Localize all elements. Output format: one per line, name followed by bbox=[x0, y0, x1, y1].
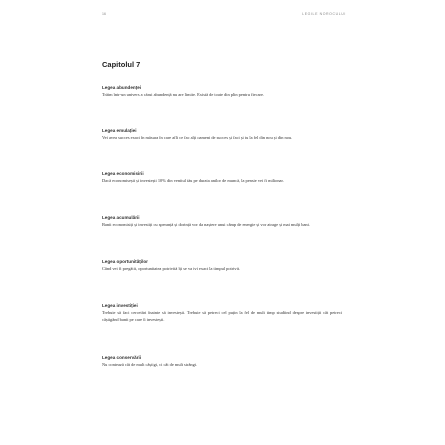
page-number: 16 bbox=[102, 12, 106, 16]
law-entry bbox=[102, 303, 342, 323]
law-text: Dacă economisești și investești 10% din venitul tău pe durata anilor de muncă, la pensie vei fi milionar. bbox=[102, 178, 284, 183]
law-entry bbox=[102, 128, 342, 141]
law-title: Legea acumulării bbox=[102, 215, 140, 220]
law-title: Legea abundenței bbox=[102, 85, 142, 90]
law-entry bbox=[102, 355, 342, 368]
law-title: Legea economisirii bbox=[102, 171, 144, 176]
book-page bbox=[92, 0, 352, 445]
law-text: Nu contează cât de mult câștigi, ci cât de mult strângi. bbox=[102, 362, 198, 367]
law-text: Vei avea succes exact în măsura în care afli ce fac alți oameni de succes și faci și tu la fel din nou și din nou. bbox=[102, 135, 293, 140]
law-entry bbox=[102, 85, 342, 98]
law-title: Legea emulației bbox=[102, 128, 137, 133]
law-text: Trebuie să faci cercetări înainte să investești. Trebuie să petreci cel puțin la fel de mult timp studiind despre investiții cât petreci câștigând banii pe care îi investești. bbox=[102, 310, 342, 322]
law-entry bbox=[102, 259, 342, 272]
law-text: Banii economisiți și investiți cu speranță și dorință vor da naștere unui câmp de energie și vor atrage și mai mulți bani. bbox=[102, 222, 310, 227]
law-entry bbox=[102, 171, 342, 184]
law-title: Legea conservării bbox=[102, 355, 142, 360]
law-text: Trăim într-un univers a cărui abundență nu are limite. Există de toate din plin pentru fiecare. bbox=[102, 92, 265, 97]
law-entry bbox=[102, 215, 342, 228]
running-head: LEGILE NOROCULUI bbox=[302, 12, 346, 16]
law-title: Legea oportunităților bbox=[102, 259, 148, 264]
law-title: Legea investiției bbox=[102, 303, 138, 308]
chapter-title: Capitolul 7 bbox=[102, 60, 141, 69]
law-text: Când vei fi pregătit, oportunitatea potrivită îți se va ivi exact la timpul potrivit. bbox=[102, 266, 241, 271]
